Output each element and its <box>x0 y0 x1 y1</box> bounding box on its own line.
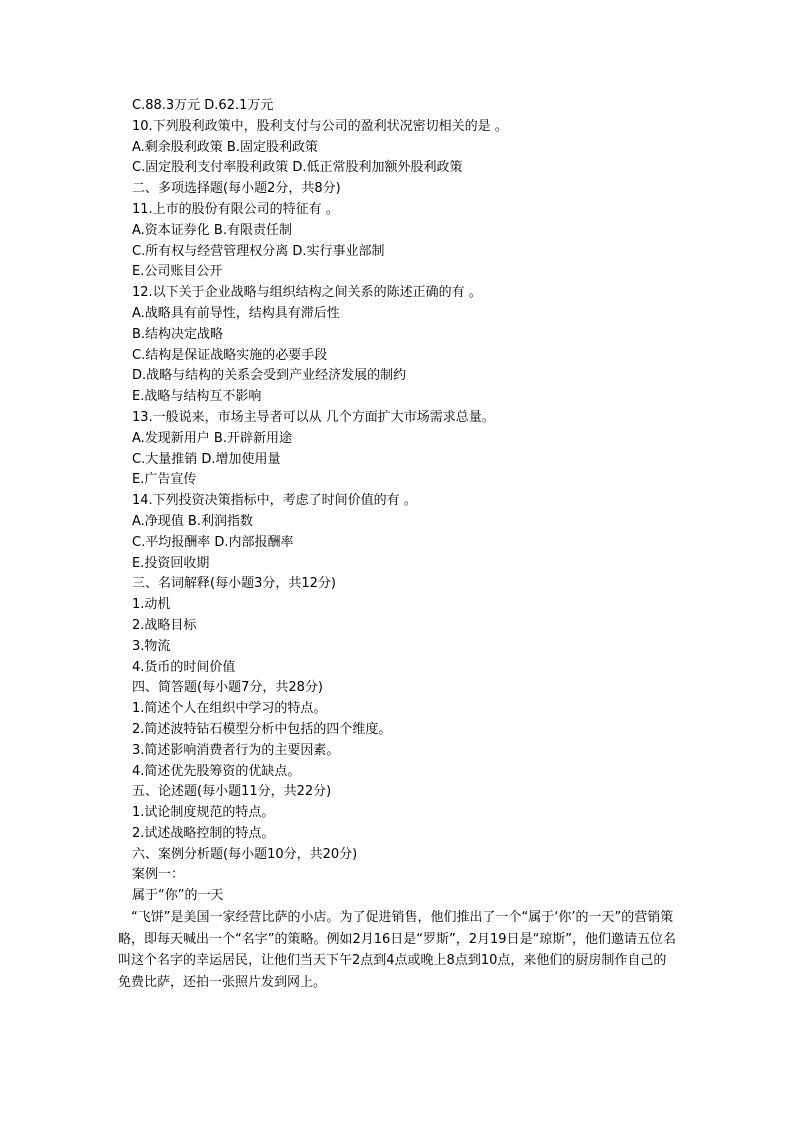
question-11: 11.上市的股份有限公司的特征有 。 <box>132 201 339 217</box>
answer-options-line: A.净现值 B.利润指数 <box>132 513 253 529</box>
section-heading-multiple-choice: 二、多项选择题(每小题2分，共8分) <box>132 181 341 197</box>
answer-options-line: E.公司账目公开 <box>132 264 223 280</box>
answer-options-line: D.战略与结构的关系会受到产业经济发展的制约 <box>132 368 407 384</box>
term-item: 2.战略目标 <box>132 617 197 633</box>
answer-options-line: C.平均报酬率 D.内部报酬率 <box>132 534 294 550</box>
answer-options-line: E.投资回收期 <box>132 555 210 571</box>
case-paragraph-block <box>118 907 678 993</box>
answer-options-line: A.资本证券化 B.有限责任制 <box>132 222 292 238</box>
term-item: 3.物流 <box>132 638 171 654</box>
essay-item: 2.试述战略控制的特点。 <box>132 825 275 841</box>
answer-options-line: A.剩余股利政策 B.固定股利政策 <box>132 139 318 155</box>
answer-options-line: C.结构是保证战略实施的必要手段 <box>132 347 328 363</box>
question-12: 12.以下关于企业战略与组织结构之间关系的陈述正确的有 。 <box>132 285 482 301</box>
answer-options-line: C.大量推销 D.增加使用量 <box>132 451 281 467</box>
short-answer-item: 1.简述个人在组织中学习的特点。 <box>132 701 327 717</box>
question-13: 13.一般说来，市场主导者可以从 几个方面扩大市场需求总量。 <box>132 409 495 425</box>
case-label: 案例一： <box>132 867 185 883</box>
answer-options-line: A.发现新用户 B.开辟新用途 <box>132 430 292 446</box>
case-title: 属于“你”的一天 <box>132 888 224 904</box>
question-14: 14.下列投资决策指标中，考虑了时间价值的有 。 <box>132 493 417 509</box>
section-heading-short-answer: 四、简答题(每小题7分，共28分) <box>132 680 323 696</box>
document-body <box>132 96 672 907</box>
short-answer-item: 2.简述波特钻石模型分析中包括的四个维度。 <box>132 721 392 737</box>
answer-options-line: A.战略具有前导性，结构具有滞后性 <box>132 305 340 321</box>
section-heading-terms: 三、名词解释(每小题3分，共12分) <box>132 576 336 592</box>
essay-item: 1.试论制度规范的特点。 <box>132 805 275 821</box>
answer-options-line: C.所有权与经营管理权分离 D.实行事业部制 <box>132 243 385 259</box>
term-item: 1.动机 <box>132 597 171 613</box>
section-heading-case-analysis: 六、案例分析题(每小题10分，共20分) <box>132 846 358 862</box>
short-answer-item: 3.简述影响消费者行为的主要因素。 <box>132 742 340 758</box>
answer-options-line: C.固定股利支付率股利政策 D.低正常股利加额外股利政策 <box>132 160 463 176</box>
answer-options-line: E.战略与结构互不影响 <box>132 389 262 405</box>
answer-options-line: E.广告宣传 <box>132 472 197 488</box>
short-answer-item: 4.简述优先股筹资的优缺点。 <box>132 763 301 779</box>
term-item: 4.货币的时间价值 <box>132 659 236 675</box>
question-10: 10.下列股利政策中，股利支付与公司的盈利状况密切相关的是 。 <box>132 118 508 134</box>
section-heading-essay: 五、论述题(每小题11分，共22分) <box>132 784 332 800</box>
case-paragraph: “飞饼”是美国一家经营比萨的小店。为了促进销售，他们推出了一个“属于‘你’的一天”的营销策略，即每天喊出一个“名字”的策略。例如2月16日是“罗斯”，2月19日是“琼斯”，他们邀请五位名叫这个名字的幸运居民，让他们当天下午2点到4点或晚上8点到10点，来他们的厨房制作自己的免费比萨，还拍一张照片发到网上。 <box>118 910 677 990</box>
answer-options-line: B.结构决定战略 <box>132 326 224 342</box>
answer-options-line: C.88.3万元 D.62.1万元 <box>132 98 274 113</box>
